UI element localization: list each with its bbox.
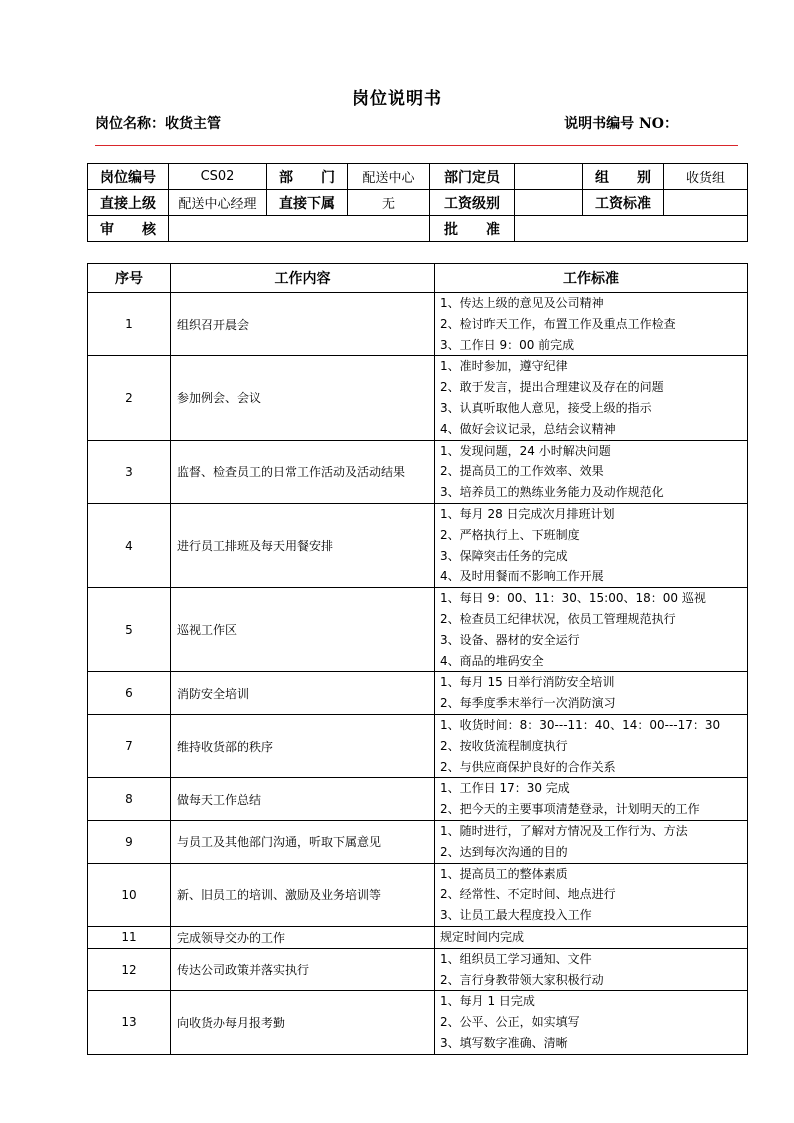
task-content: 完成领导交办的工作 xyxy=(171,926,435,948)
standard-line: 3、保障突击任务的完成 xyxy=(440,548,568,563)
superior-value: 配送中心经理 xyxy=(169,190,267,216)
standard-line: 1、准时参加，遵守纪律 xyxy=(440,359,568,374)
standard-line: 2、与供应商保护良好的合作关系 xyxy=(440,759,616,774)
task-standards xyxy=(435,991,748,1054)
standard-line: 2、提高员工的工作效率、效果 xyxy=(440,464,604,479)
task-content: 传达公司政策并落实执行 xyxy=(171,948,435,991)
table-row xyxy=(88,926,748,948)
task-number: 12 xyxy=(88,948,171,991)
task-number: 9 xyxy=(88,820,171,863)
task-standards xyxy=(435,440,748,503)
group-label: 组 别 xyxy=(583,164,664,190)
task-content: 参加例会、会议 xyxy=(171,356,435,440)
task-content: 维持收货部的秩序 xyxy=(171,714,435,777)
standard-line: 3、工作日 9：00 前完成 xyxy=(440,337,575,352)
standard-line: 3、培养员工的熟练业务能力及动作规范化 xyxy=(440,485,664,500)
headcount-label: 部门定员 xyxy=(430,164,515,190)
red-divider xyxy=(95,145,738,146)
task-header-row xyxy=(88,264,748,293)
task-standards xyxy=(435,820,748,863)
table-row xyxy=(88,948,748,991)
standard-line: 1、随时进行，了解对方情况及工作行为、方法 xyxy=(440,823,688,838)
standard-line: 4、做好会议记录，总结会议精神 xyxy=(440,421,616,436)
standard-line: 2、公平、公正，如实填写 xyxy=(440,1015,580,1030)
superior-label: 直接上级 xyxy=(88,190,169,216)
task-standards xyxy=(435,778,748,821)
task-number: 8 xyxy=(88,778,171,821)
table-row xyxy=(88,588,748,672)
task-content: 巡视工作区 xyxy=(171,588,435,672)
table-row xyxy=(88,820,748,863)
standard-line: 1、每月 15 日举行消防安全培训 xyxy=(440,675,615,690)
salary-level-label: 工资级别 xyxy=(430,190,515,216)
task-number: 6 xyxy=(88,672,171,715)
standard-line: 2、把今天的主要事项清楚登录，计划明天的工作 xyxy=(440,802,700,817)
task-standards xyxy=(435,293,748,356)
doc-number: 说明书编号 NO： xyxy=(564,116,678,132)
group-value: 收货组 xyxy=(664,164,748,190)
standard-line: 2、经常性、不定时间、地点进行 xyxy=(440,887,616,902)
standard-line: 1、传达上级的意见及公司精神 xyxy=(440,296,604,310)
standard-line: 1、每月 28 日完成次月排班计划 xyxy=(440,506,615,521)
task-number: 5 xyxy=(88,588,171,672)
standard-line: 1、收货时间：8：30---11：40、14：00---17：30 xyxy=(440,717,721,732)
task-standards xyxy=(435,588,748,672)
task-number: 4 xyxy=(88,503,171,587)
task-number: 10 xyxy=(88,863,171,926)
standard-line: 2、达到每次沟通的目的 xyxy=(440,844,568,859)
table-row xyxy=(88,440,748,503)
task-table xyxy=(87,263,748,1055)
task-standards xyxy=(435,714,748,777)
table-row xyxy=(88,356,748,440)
info-row-1 xyxy=(88,164,748,190)
standard-line: 2、检查员工纪律状况，依员工管理规范执行 xyxy=(440,611,676,626)
salary-standard-label: 工资标准 xyxy=(583,190,664,216)
task-content: 做每天工作总结 xyxy=(171,778,435,821)
table-row xyxy=(88,863,748,926)
table-row xyxy=(88,672,748,715)
task-number: 7 xyxy=(88,714,171,777)
task-content: 组织召开晨会 xyxy=(171,293,435,356)
standard-line: 1、工作日 17：30 完成 xyxy=(440,781,570,796)
salary-level-value xyxy=(515,190,583,216)
approve-value xyxy=(515,216,748,242)
standard-line: 2、言行身教带领大家积极行动 xyxy=(440,972,604,987)
standard-line: 3、让员工最大程度投入工作 xyxy=(440,908,592,923)
task-standards xyxy=(435,356,748,440)
table-row xyxy=(88,714,748,777)
standard-line: 2、检讨昨天工作，布置工作及重点工作检查 xyxy=(440,316,676,331)
table-row xyxy=(88,991,748,1054)
headcount-value xyxy=(515,164,583,190)
standard-line: 1、每日 9：00、11：30、15:00、18：00 巡视 xyxy=(440,591,706,606)
table-row xyxy=(88,293,748,356)
position-code-label: 岗位编号 xyxy=(88,164,169,190)
table-row xyxy=(88,778,748,821)
standard-line: 1、每月 1 日完成 xyxy=(440,994,535,1009)
subordinate-value: 无 xyxy=(348,190,430,216)
header-no: 序号 xyxy=(88,264,171,293)
task-content: 与员工及其他部门沟通，听取下属意见 xyxy=(171,820,435,863)
task-content: 监督、检查员工的日常工作活动及活动结果 xyxy=(171,440,435,503)
department-label: 部 门 xyxy=(267,164,348,190)
task-content: 进行员工排班及每天用餐安排 xyxy=(171,503,435,587)
standard-line: 3、认真听取他人意见，接受上级的指示 xyxy=(440,400,652,415)
header-content: 工作内容 xyxy=(171,264,435,293)
table-row xyxy=(88,503,748,587)
standard-line: 3、设备、器材的安全运行 xyxy=(440,632,580,647)
task-number: 2 xyxy=(88,356,171,440)
subordinate-label: 直接下属 xyxy=(267,190,348,216)
standard-line: 规定时间内完成 xyxy=(440,929,525,944)
standard-line: 2、按收货流程制度执行 xyxy=(440,738,568,753)
task-number: 13 xyxy=(88,991,171,1054)
position-code-value: CS02 xyxy=(169,164,267,190)
task-content: 向收货办每月报考勤 xyxy=(171,991,435,1054)
standard-line: 1、组织员工学习通知、文件 xyxy=(440,951,592,966)
standard-line: 1、发现问题，24 小时解决问题 xyxy=(440,443,611,458)
salary-standard-value xyxy=(664,190,748,216)
info-row-3 xyxy=(88,216,748,242)
task-content: 新、旧员工的培训、激励及业务培训等 xyxy=(171,863,435,926)
task-number: 11 xyxy=(88,926,171,948)
header-standard: 工作标准 xyxy=(435,264,748,293)
task-standards xyxy=(435,672,748,715)
standard-line: 4、商品的堆码安全 xyxy=(440,653,544,668)
standard-line: 3、填写数字准确、清晰 xyxy=(440,1035,568,1050)
review-label: 审 核 xyxy=(88,216,169,242)
task-standards xyxy=(435,926,748,948)
info-row-2 xyxy=(88,190,748,216)
standard-line: 2、敢于发言，提出合理建议及存在的问题 xyxy=(440,380,664,395)
department-value: 配送中心 xyxy=(348,164,430,190)
task-number: 3 xyxy=(88,440,171,503)
review-value xyxy=(169,216,430,242)
task-standards xyxy=(435,503,748,587)
standard-line: 4、及时用餐而不影响工作开展 xyxy=(440,569,604,584)
task-standards xyxy=(435,948,748,991)
task-content: 消防安全培训 xyxy=(171,672,435,715)
task-standards xyxy=(435,863,748,926)
standard-line: 2、严格执行上、下班制度 xyxy=(440,527,580,542)
task-number: 1 xyxy=(88,293,171,356)
position-name: 岗位名称：收货主管 xyxy=(95,116,221,132)
header-line xyxy=(95,113,738,133)
document-title: 岗位说明书 xyxy=(352,89,442,109)
standard-line: 2、每季度季末举行一次消防演习 xyxy=(440,696,616,711)
approve-label: 批 准 xyxy=(430,216,515,242)
info-table xyxy=(87,163,748,242)
standard-line: 1、提高员工的整体素质 xyxy=(440,866,568,881)
